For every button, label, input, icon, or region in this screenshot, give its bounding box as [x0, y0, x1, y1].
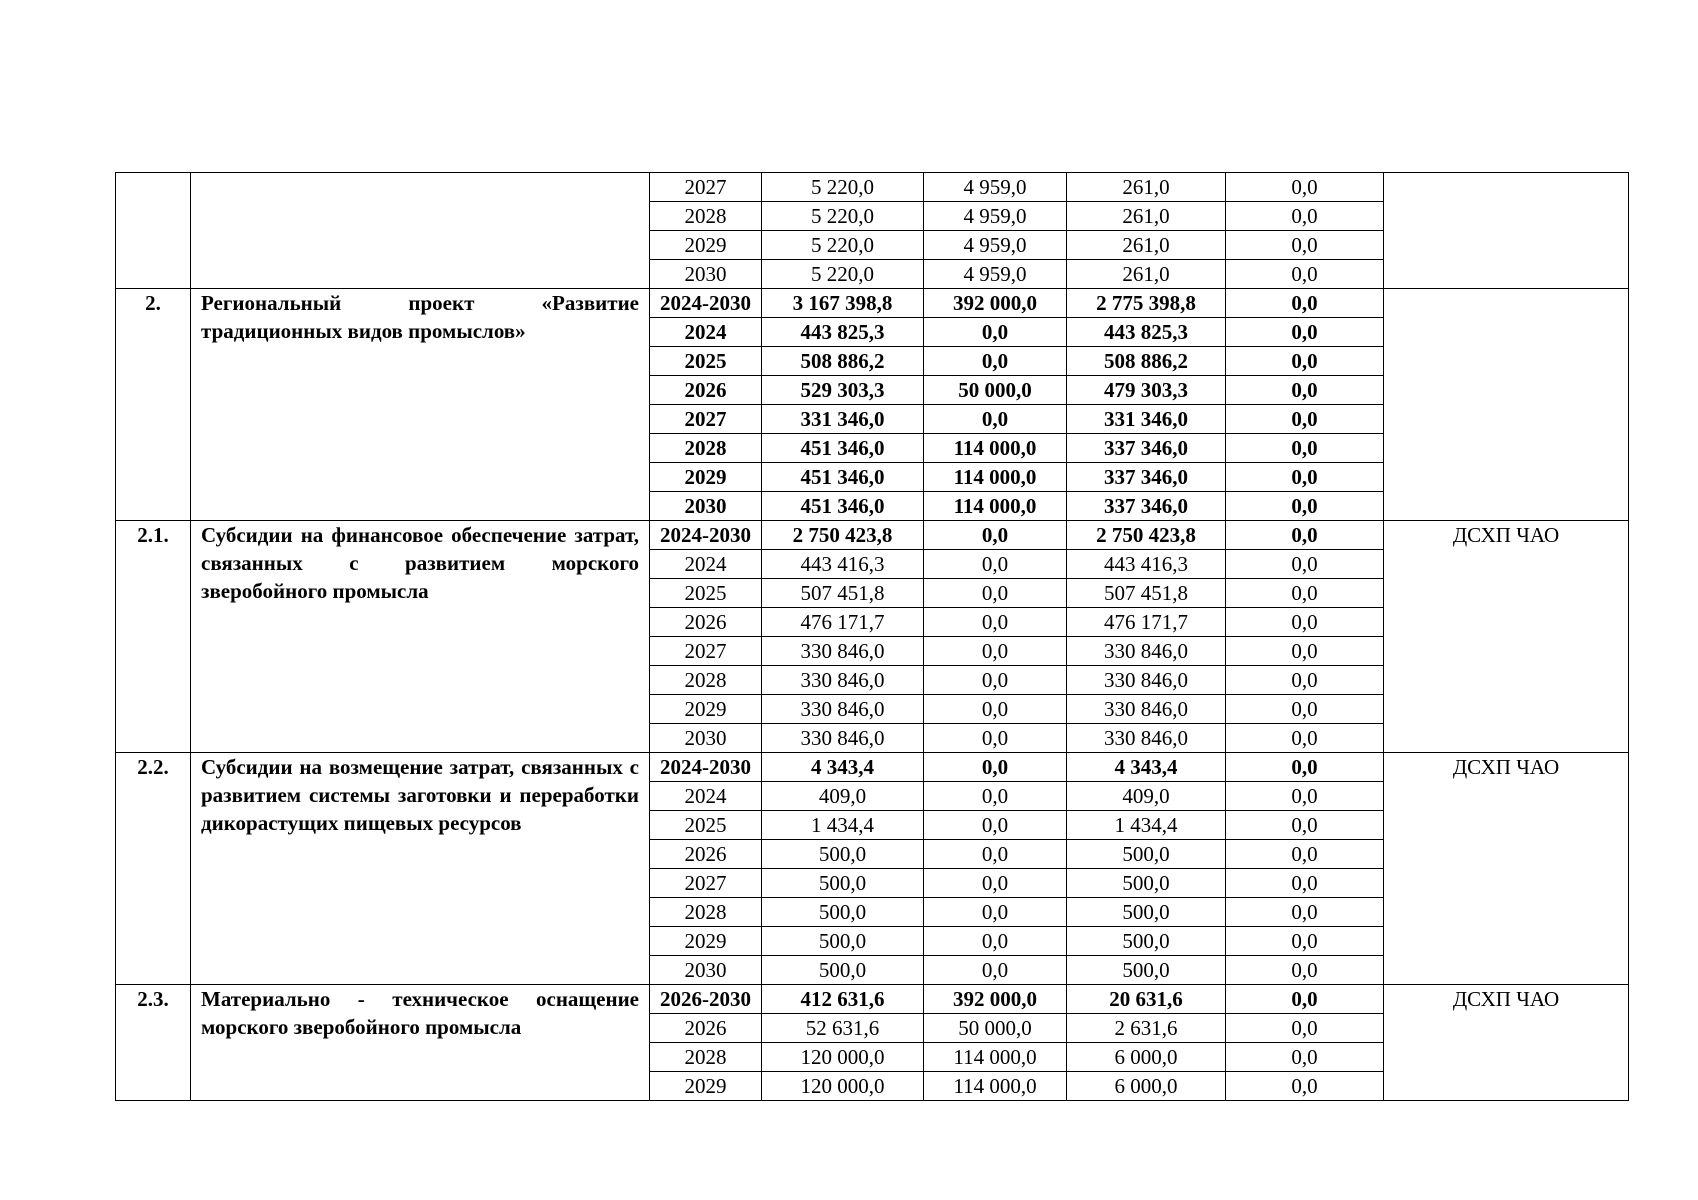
other-sources-cell: 0,0 [1226, 608, 1384, 637]
regional-budget-cell: 330 846,0 [1067, 637, 1226, 666]
other-sources-cell: 0,0 [1226, 724, 1384, 753]
total-cell: 508 886,2 [762, 347, 924, 376]
other-sources-cell: 0,0 [1226, 173, 1384, 202]
regional-budget-cell: 500,0 [1067, 840, 1226, 869]
year-cell: 2027 [650, 173, 762, 202]
total-cell: 331 346,0 [762, 405, 924, 434]
other-sources-cell: 0,0 [1226, 695, 1384, 724]
year-cell: 2026 [650, 840, 762, 869]
year-cell: 2024-2030 [650, 521, 762, 550]
year-cell: 2026 [650, 608, 762, 637]
regional-budget-cell: 337 346,0 [1067, 434, 1226, 463]
regional-budget-cell: 261,0 [1067, 260, 1226, 289]
federal-budget-cell: 0,0 [924, 608, 1067, 637]
year-cell: 2024 [650, 550, 762, 579]
executor-cell: ДСХП ЧАО [1384, 521, 1629, 753]
regional-budget-cell: 330 846,0 [1067, 695, 1226, 724]
federal-budget-cell: 114 000,0 [924, 1043, 1067, 1072]
section-name: Материально - техническое оснащение морского зверобойного промысла [191, 985, 650, 1101]
table-row [116, 985, 1629, 1014]
regional-budget-cell: 443 416,3 [1067, 550, 1226, 579]
federal-budget-cell: 0,0 [924, 753, 1067, 782]
federal-budget-cell: 0,0 [924, 898, 1067, 927]
federal-budget-cell: 4 959,0 [924, 260, 1067, 289]
total-cell: 476 171,7 [762, 608, 924, 637]
other-sources-cell: 0,0 [1226, 376, 1384, 405]
regional-budget-cell: 330 846,0 [1067, 666, 1226, 695]
federal-budget-cell: 0,0 [924, 811, 1067, 840]
section-name: Региональный проект «Развитие традиционных видов промыслов» [191, 289, 650, 521]
other-sources-cell: 0,0 [1226, 202, 1384, 231]
year-cell: 2025 [650, 579, 762, 608]
federal-budget-cell: 4 959,0 [924, 202, 1067, 231]
regional-budget-cell: 500,0 [1067, 898, 1226, 927]
federal-budget-cell: 114 000,0 [924, 434, 1067, 463]
total-cell: 412 631,6 [762, 985, 924, 1014]
year-cell: 2024 [650, 782, 762, 811]
total-cell: 52 631,6 [762, 1014, 924, 1043]
section-number: 2.1. [116, 521, 191, 753]
other-sources-cell: 0,0 [1226, 811, 1384, 840]
section-number: 2.2. [116, 753, 191, 985]
total-cell: 1 434,4 [762, 811, 924, 840]
other-sources-cell: 0,0 [1226, 1014, 1384, 1043]
other-sources-cell: 0,0 [1226, 666, 1384, 695]
federal-budget-cell: 0,0 [924, 579, 1067, 608]
other-sources-cell: 0,0 [1226, 347, 1384, 376]
other-sources-cell: 0,0 [1226, 637, 1384, 666]
other-sources-cell: 0,0 [1226, 898, 1384, 927]
regional-budget-cell: 500,0 [1067, 927, 1226, 956]
federal-budget-cell: 0,0 [924, 840, 1067, 869]
total-cell: 330 846,0 [762, 637, 924, 666]
federal-budget-cell: 0,0 [924, 521, 1067, 550]
total-cell: 451 346,0 [762, 463, 924, 492]
year-cell: 2027 [650, 869, 762, 898]
other-sources-cell: 0,0 [1226, 782, 1384, 811]
year-cell: 2030 [650, 724, 762, 753]
total-cell: 500,0 [762, 869, 924, 898]
year-cell: 2028 [650, 202, 762, 231]
total-cell: 443 416,3 [762, 550, 924, 579]
regional-budget-cell: 479 303,3 [1067, 376, 1226, 405]
year-cell: 2026 [650, 376, 762, 405]
section-name: Субсидии на финансовое обеспечение затрат, связанных с развитием морского зверобойного промысла [191, 521, 650, 753]
regional-budget-cell: 507 451,8 [1067, 579, 1226, 608]
regional-budget-cell: 476 171,7 [1067, 608, 1226, 637]
federal-budget-cell: 0,0 [924, 637, 1067, 666]
other-sources-cell: 0,0 [1226, 492, 1384, 521]
year-cell: 2029 [650, 231, 762, 260]
other-sources-cell: 0,0 [1226, 318, 1384, 347]
executor-cell [1384, 289, 1629, 521]
federal-budget-cell: 0,0 [924, 666, 1067, 695]
federal-budget-cell: 0,0 [924, 695, 1067, 724]
total-cell: 330 846,0 [762, 724, 924, 753]
executor-cell: ДСХП ЧАО [1384, 753, 1629, 985]
year-cell: 2027 [650, 637, 762, 666]
regional-budget-cell: 4 343,4 [1067, 753, 1226, 782]
section-number: 2.3. [116, 985, 191, 1101]
federal-budget-cell: 114 000,0 [924, 463, 1067, 492]
total-cell: 5 220,0 [762, 173, 924, 202]
regional-budget-cell: 330 846,0 [1067, 724, 1226, 753]
year-cell: 2026 [650, 1014, 762, 1043]
table-row [116, 753, 1629, 782]
regional-budget-cell: 261,0 [1067, 202, 1226, 231]
federal-budget-cell: 50 000,0 [924, 376, 1067, 405]
year-cell: 2030 [650, 260, 762, 289]
total-cell: 451 346,0 [762, 434, 924, 463]
year-cell: 2024-2030 [650, 753, 762, 782]
federal-budget-cell: 114 000,0 [924, 492, 1067, 521]
regional-budget-cell: 2 775 398,8 [1067, 289, 1226, 318]
total-cell: 5 220,0 [762, 202, 924, 231]
total-cell: 120 000,0 [762, 1043, 924, 1072]
year-cell: 2030 [650, 956, 762, 985]
other-sources-cell: 0,0 [1226, 985, 1384, 1014]
federal-budget-cell: 0,0 [924, 724, 1067, 753]
table-row [116, 521, 1629, 550]
total-cell: 529 303,3 [762, 376, 924, 405]
other-sources-cell: 0,0 [1226, 927, 1384, 956]
regional-budget-cell: 500,0 [1067, 869, 1226, 898]
regional-budget-cell: 6 000,0 [1067, 1043, 1226, 1072]
year-cell: 2027 [650, 405, 762, 434]
federal-budget-cell: 114 000,0 [924, 1072, 1067, 1101]
year-cell: 2029 [650, 1072, 762, 1101]
federal-budget-cell: 0,0 [924, 869, 1067, 898]
year-cell: 2029 [650, 927, 762, 956]
section-number [116, 173, 191, 289]
federal-budget-cell: 50 000,0 [924, 1014, 1067, 1043]
federal-budget-cell: 0,0 [924, 927, 1067, 956]
federal-budget-cell: 4 959,0 [924, 231, 1067, 260]
total-cell: 3 167 398,8 [762, 289, 924, 318]
federal-budget-cell: 0,0 [924, 550, 1067, 579]
year-cell: 2028 [650, 898, 762, 927]
other-sources-cell: 0,0 [1226, 463, 1384, 492]
table-row [116, 173, 1629, 202]
federal-budget-cell: 392 000,0 [924, 289, 1067, 318]
year-cell: 2029 [650, 695, 762, 724]
other-sources-cell: 0,0 [1226, 231, 1384, 260]
total-cell: 330 846,0 [762, 695, 924, 724]
year-cell: 2024-2030 [650, 289, 762, 318]
regional-budget-cell: 508 886,2 [1067, 347, 1226, 376]
year-cell: 2025 [650, 347, 762, 376]
executor-cell [1384, 173, 1629, 289]
other-sources-cell: 0,0 [1226, 289, 1384, 318]
regional-budget-cell: 409,0 [1067, 782, 1226, 811]
regional-budget-cell: 331 346,0 [1067, 405, 1226, 434]
other-sources-cell: 0,0 [1226, 956, 1384, 985]
regional-budget-cell: 261,0 [1067, 173, 1226, 202]
regional-budget-cell: 2 631,6 [1067, 1014, 1226, 1043]
other-sources-cell: 0,0 [1226, 434, 1384, 463]
total-cell: 409,0 [762, 782, 924, 811]
year-cell: 2028 [650, 666, 762, 695]
total-cell: 120 000,0 [762, 1072, 924, 1101]
regional-budget-cell: 6 000,0 [1067, 1072, 1226, 1101]
total-cell: 5 220,0 [762, 260, 924, 289]
year-cell: 2026-2030 [650, 985, 762, 1014]
total-cell: 451 346,0 [762, 492, 924, 521]
other-sources-cell: 0,0 [1226, 753, 1384, 782]
year-cell: 2025 [650, 811, 762, 840]
federal-budget-cell: 0,0 [924, 782, 1067, 811]
other-sources-cell: 0,0 [1226, 405, 1384, 434]
regional-budget-cell: 2 750 423,8 [1067, 521, 1226, 550]
regional-budget-cell: 337 346,0 [1067, 492, 1226, 521]
section-number: 2. [116, 289, 191, 521]
table-row [116, 289, 1629, 318]
year-cell: 2030 [650, 492, 762, 521]
year-cell: 2024 [650, 318, 762, 347]
federal-budget-cell: 0,0 [924, 956, 1067, 985]
regional-budget-cell: 1 434,4 [1067, 811, 1226, 840]
other-sources-cell: 0,0 [1226, 1043, 1384, 1072]
other-sources-cell: 0,0 [1226, 1072, 1384, 1101]
other-sources-cell: 0,0 [1226, 521, 1384, 550]
regional-budget-cell: 500,0 [1067, 956, 1226, 985]
total-cell: 500,0 [762, 898, 924, 927]
federal-budget-cell: 0,0 [924, 347, 1067, 376]
total-cell: 330 846,0 [762, 666, 924, 695]
federal-budget-cell: 392 000,0 [924, 985, 1067, 1014]
year-cell: 2028 [650, 434, 762, 463]
federal-budget-cell: 0,0 [924, 318, 1067, 347]
total-cell: 5 220,0 [762, 231, 924, 260]
executor-cell: ДСХП ЧАО [1384, 985, 1629, 1101]
total-cell: 4 343,4 [762, 753, 924, 782]
regional-budget-cell: 337 346,0 [1067, 463, 1226, 492]
total-cell: 507 451,8 [762, 579, 924, 608]
regional-budget-cell: 20 631,6 [1067, 985, 1226, 1014]
total-cell: 500,0 [762, 840, 924, 869]
other-sources-cell: 0,0 [1226, 550, 1384, 579]
federal-budget-cell: 0,0 [924, 405, 1067, 434]
other-sources-cell: 0,0 [1226, 840, 1384, 869]
section-name: Субсидии на возмещение затрат, связанных с развитием системы заготовки и переработки дикорастущих пищевых ресурсов [191, 753, 650, 985]
federal-budget-cell: 4 959,0 [924, 173, 1067, 202]
total-cell: 500,0 [762, 927, 924, 956]
regional-budget-cell: 443 825,3 [1067, 318, 1226, 347]
year-cell: 2028 [650, 1043, 762, 1072]
total-cell: 2 750 423,8 [762, 521, 924, 550]
other-sources-cell: 0,0 [1226, 579, 1384, 608]
regional-budget-cell: 261,0 [1067, 231, 1226, 260]
other-sources-cell: 0,0 [1226, 260, 1384, 289]
total-cell: 443 825,3 [762, 318, 924, 347]
other-sources-cell: 0,0 [1226, 869, 1384, 898]
year-cell: 2029 [650, 463, 762, 492]
section-name [191, 173, 650, 289]
funding-table [115, 172, 1629, 1101]
total-cell: 500,0 [762, 956, 924, 985]
